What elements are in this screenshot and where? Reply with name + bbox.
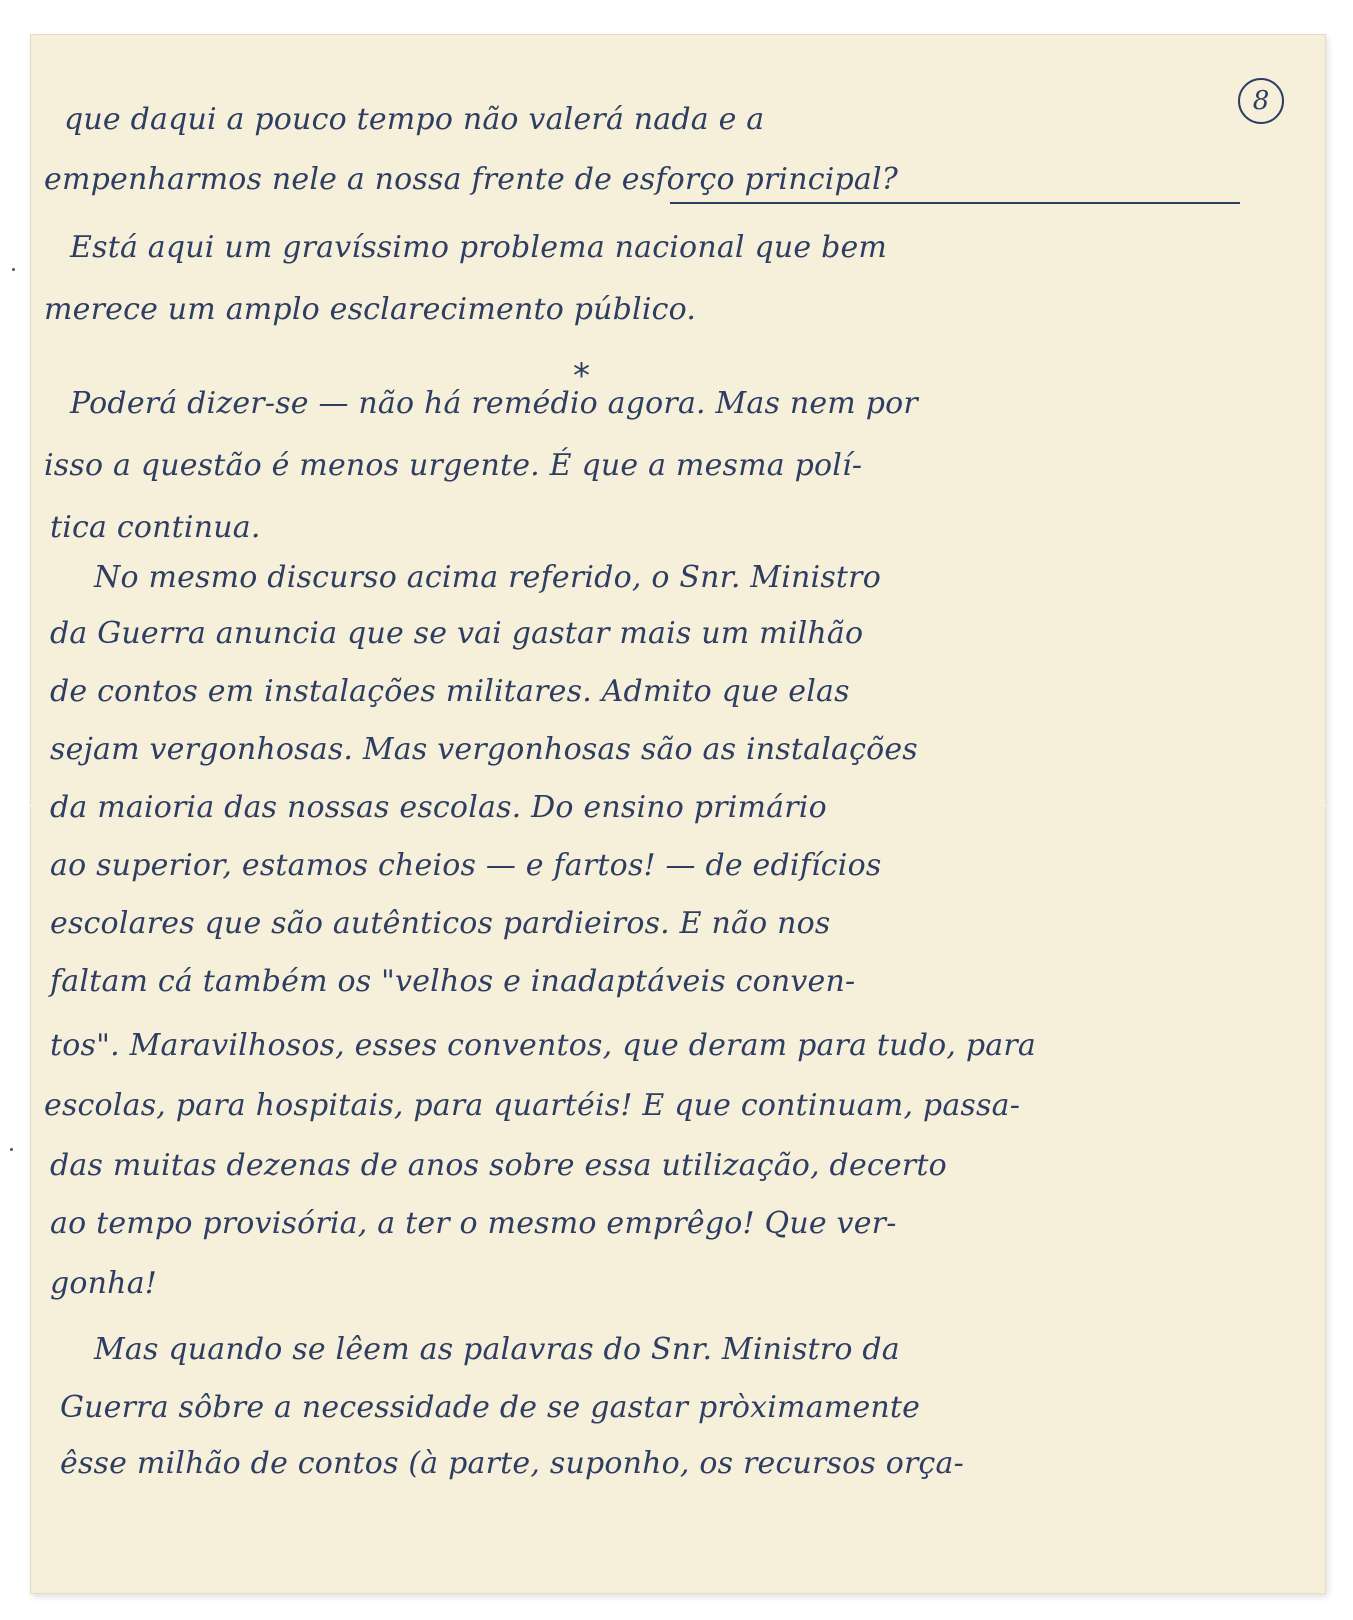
text-line: de contos em instalações militares. Admito que elas (50, 674, 850, 709)
asterisk-mark: * (573, 356, 590, 396)
text-line: da Guerra anuncia que se vai gastar mais um milhão (50, 616, 864, 651)
text-line: Guerra sôbre a necessidade de se gastar pròximamente (60, 1390, 921, 1425)
text-line: Está aqui um gravíssimo problema nacional que bem (70, 230, 888, 265)
handwritten-text (30, 34, 1326, 1594)
text-line: Mas quando se lêem as palavras do Snr. Ministro da (94, 1332, 900, 1367)
text-line: da maioria das nossas escolas. Do ensino primário (50, 790, 827, 825)
text-line: ao superior, estamos cheios — e fartos! — de edifícios (50, 848, 882, 883)
text-line: escolas, para hospitais, para quartéis! E que continuam, passa- (44, 1088, 1021, 1123)
text-line: Poderá dizer-se — não há remédio agora. Mas nem por (70, 386, 918, 421)
text-line: tica continua. (50, 510, 261, 545)
text-line: êsse milhão de contos (à parte, suponho, os recursos orça- (60, 1446, 964, 1481)
speck (10, 1148, 13, 1151)
speck (12, 268, 15, 271)
text-line: escolares que são autênticos pardieiros. E não nos (50, 906, 831, 941)
letter-page (30, 34, 1326, 1594)
page-number: 8 (1238, 78, 1284, 124)
text-line: faltam cá também os "velhos e inadaptáveis conven- (50, 964, 856, 999)
text-line: gonha! (50, 1266, 158, 1301)
text-line: merece um amplo esclarecimento público. (44, 292, 697, 327)
text-line: isso a questão é menos urgente. É que a mesma polí- (44, 448, 863, 483)
underline-mark (670, 202, 1240, 204)
text-line: ao tempo provisória, a ter o mesmo emprêgo! Que ver- (50, 1206, 897, 1241)
text-line: No mesmo discurso acima referido, o Snr. Ministro (94, 560, 881, 595)
text-line: tos". Maravilhosos, esses conventos, que deram para tudo, para (50, 1028, 1036, 1063)
text-line: empenharmos nele a nossa frente de esforço principal? (44, 162, 899, 197)
text-line: que daqui a pouco tempo não valerá nada e a (64, 102, 765, 137)
text-line: das muitas dezenas de anos sobre essa utilização, decerto (50, 1148, 947, 1183)
text-line: sejam vergonhosas. Mas vergonhosas são as instalações (50, 732, 918, 767)
